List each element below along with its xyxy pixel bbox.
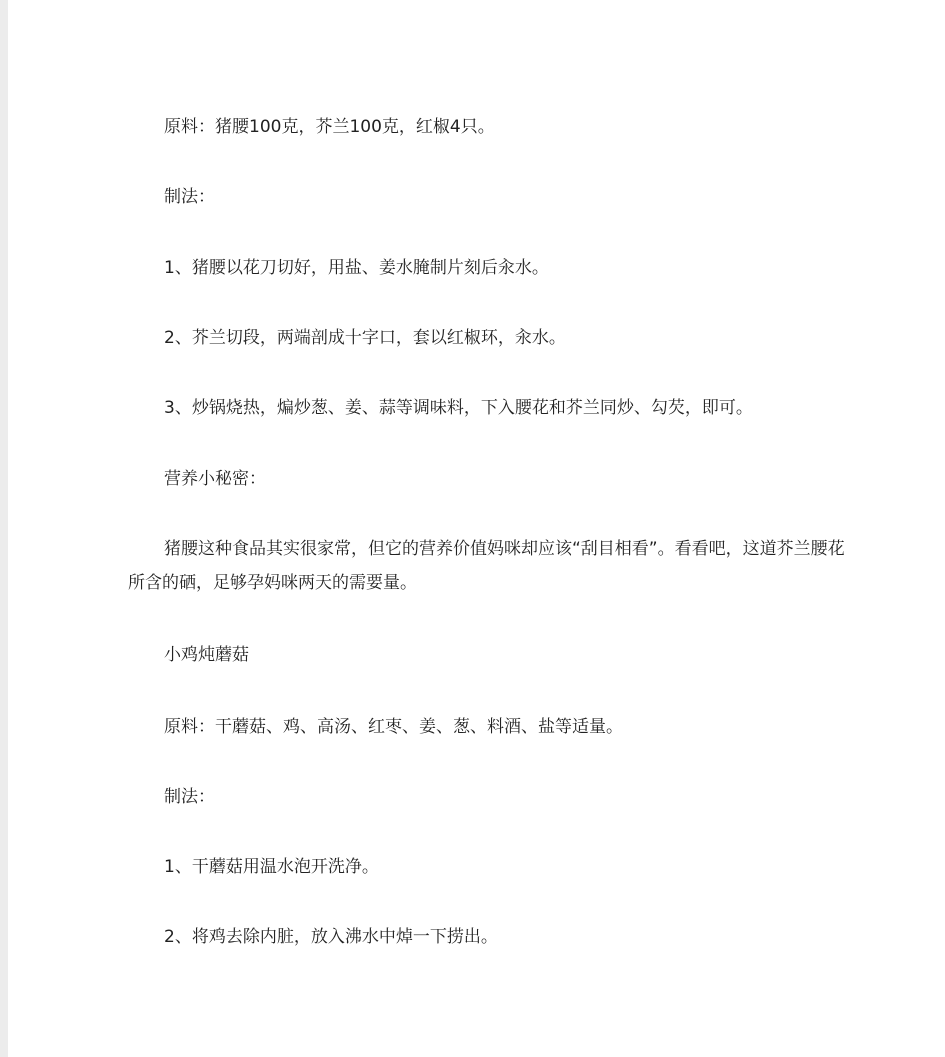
- method-heading-2: 制法：: [164, 787, 215, 807]
- step-paragraph-3: 3、炒锅烧热，煸炒葱、姜、蒜等调味料，下入腰花和芥兰同炒、勾芡，即可。: [164, 398, 753, 418]
- document-page: [8, 0, 945, 1057]
- nutrition-paragraph: 猪腰这种食品其实很家常，但它的营养价值妈咪却应该“刮目相看”。看看吧，这道芥兰腰花所含的硒，足够孕妈咪两天的需要量。: [128, 539, 845, 593]
- step-paragraph-4: 1、干蘑菇用温水泡开洗净。: [164, 857, 379, 877]
- step-paragraph-2: 2、芥兰切段，两端剖成十字口，套以红椒环，汆水。: [164, 328, 566, 348]
- ingredients-paragraph-2: 原料：干蘑菇、鸡、高汤、红枣、姜、葱、料酒、盐等适量。: [164, 717, 623, 737]
- recipe-title-2: 小鸡炖蘑菇: [164, 645, 249, 665]
- step-paragraph-5: 2、将鸡去除内脏，放入沸水中焯一下捞出。: [164, 927, 498, 947]
- step-paragraph-1: 1、猪腰以花刀切好，用盐、姜水腌制片刻后汆水。: [164, 258, 549, 278]
- ingredients-paragraph-1: 原料：猪腰100克，芥兰100克，红椒4只。: [164, 117, 495, 137]
- nutrition-heading: 营养小秘密：: [164, 469, 266, 489]
- method-heading-1: 制法：: [164, 187, 215, 207]
